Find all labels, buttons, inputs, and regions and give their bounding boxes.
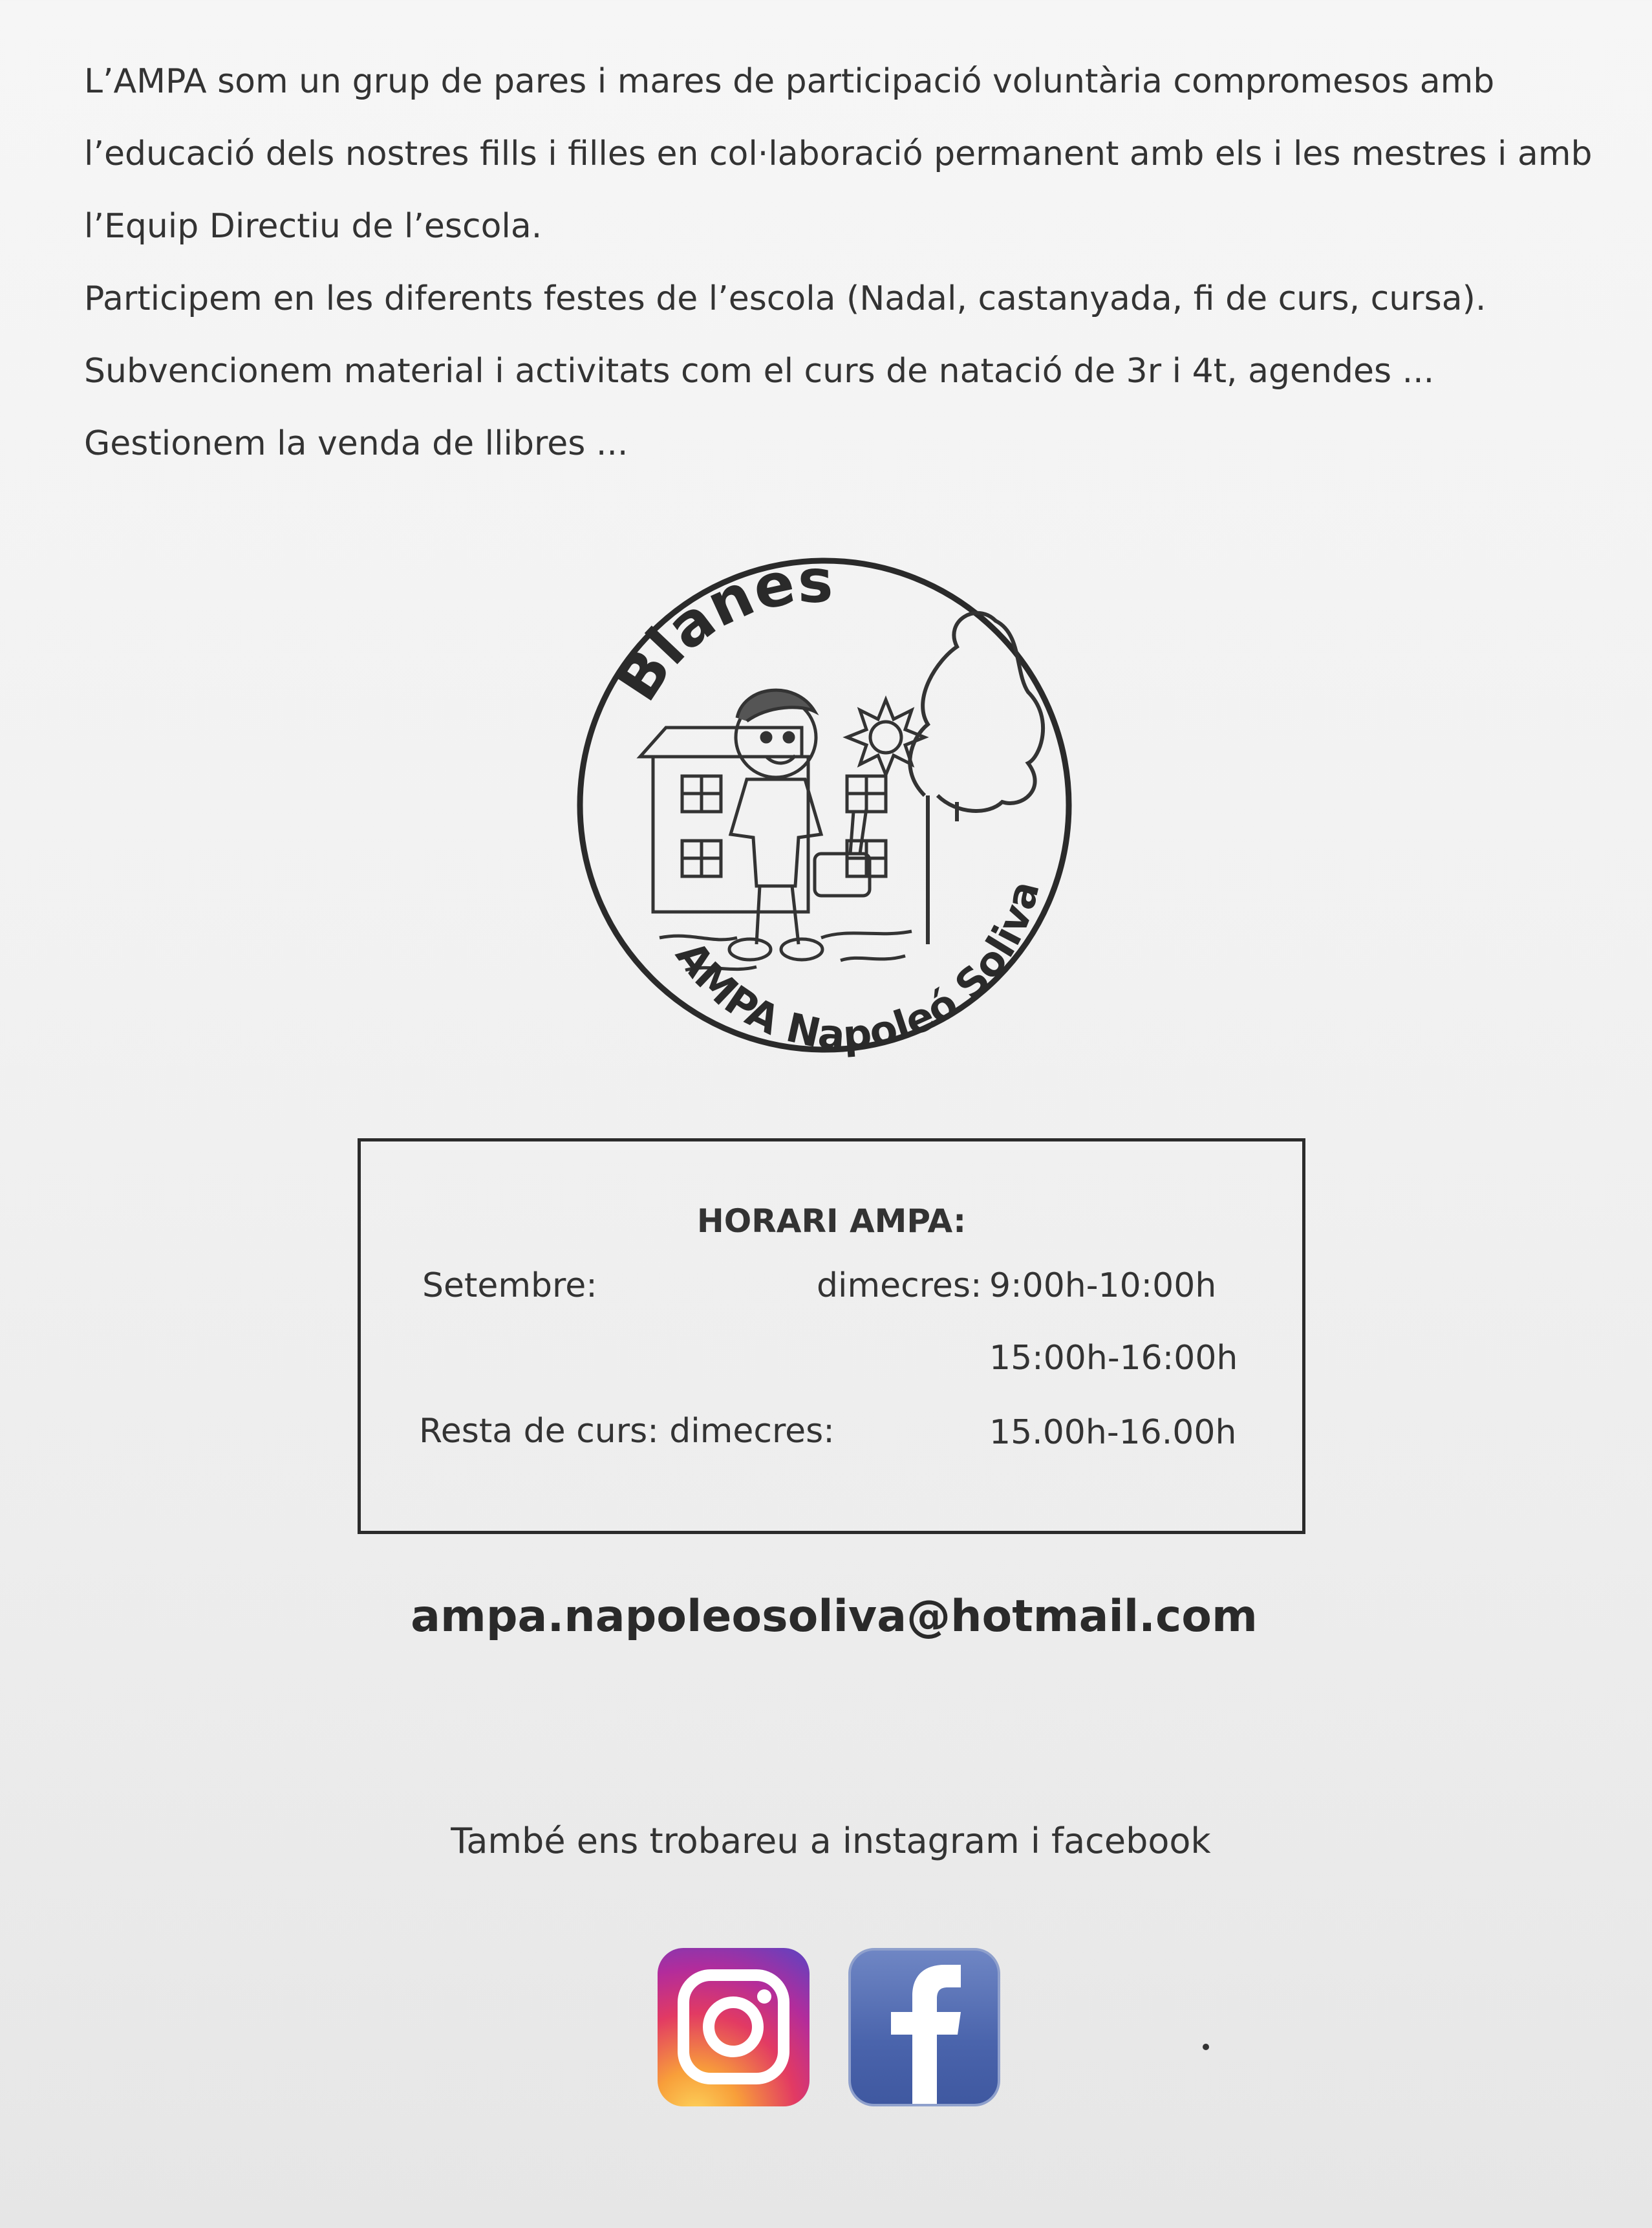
logo-text-top: Blanes — [602, 550, 833, 713]
logo-text-bottom: AMPA Napoleó Soliva — [667, 876, 1049, 1059]
instagram-glyph — [658, 1948, 810, 2106]
setembre-day: dimecres: — [817, 1266, 982, 1305]
facebook-icon[interactable] — [848, 1948, 1000, 2106]
setembre-time-1: 9:00h-10:00h — [989, 1266, 1217, 1305]
contact-email[interactable]: ampa.napoleosoliva@hotmail.com — [411, 1591, 1258, 1642]
hours-box — [358, 1138, 1305, 1534]
ampa-logo — [575, 550, 1086, 1067]
facebook-glyph — [851, 1951, 998, 2104]
resta-time: 15.00h-16.00h — [989, 1413, 1237, 1452]
social-text: També ens trobareu a instagram i facebook — [451, 1821, 1211, 1861]
setembre-label: Setembre: — [422, 1266, 597, 1305]
intro-paragraph: L’AMPA som un grup de pares i mares de participació voluntària compromesos amb l’educació dels nostres fills i filles en col·laboració permanent amb els i les mestres i amb l’Equip Directiu de l’escola. — [84, 62, 1593, 246]
sun-icon — [847, 700, 925, 775]
hours-title: HORARI AMPA: — [696, 1202, 967, 1240]
setembre-time-2: 15:00h-16:00h — [989, 1339, 1238, 1378]
intro-line-llibres: Gestionem la venda de llibres ... — [84, 424, 628, 463]
intro-text — [84, 45, 1597, 480]
school-building-icon — [640, 728, 886, 912]
instagram-icon[interactable] — [658, 1948, 810, 2106]
intro-line-subvencions: Subvencionem material i activitats com el curs de natació de 3r i 4t, agendes ... — [84, 352, 1435, 391]
child-figure-icon — [729, 690, 870, 960]
resta-label: Resta de curs: dimecres: — [419, 1412, 835, 1451]
intro-line-festes: Participem en les diferents festes de l’escola (Nadal, castanyada, fi de curs, cursa). — [84, 279, 1486, 318]
stray-dot — [1203, 2044, 1209, 2050]
